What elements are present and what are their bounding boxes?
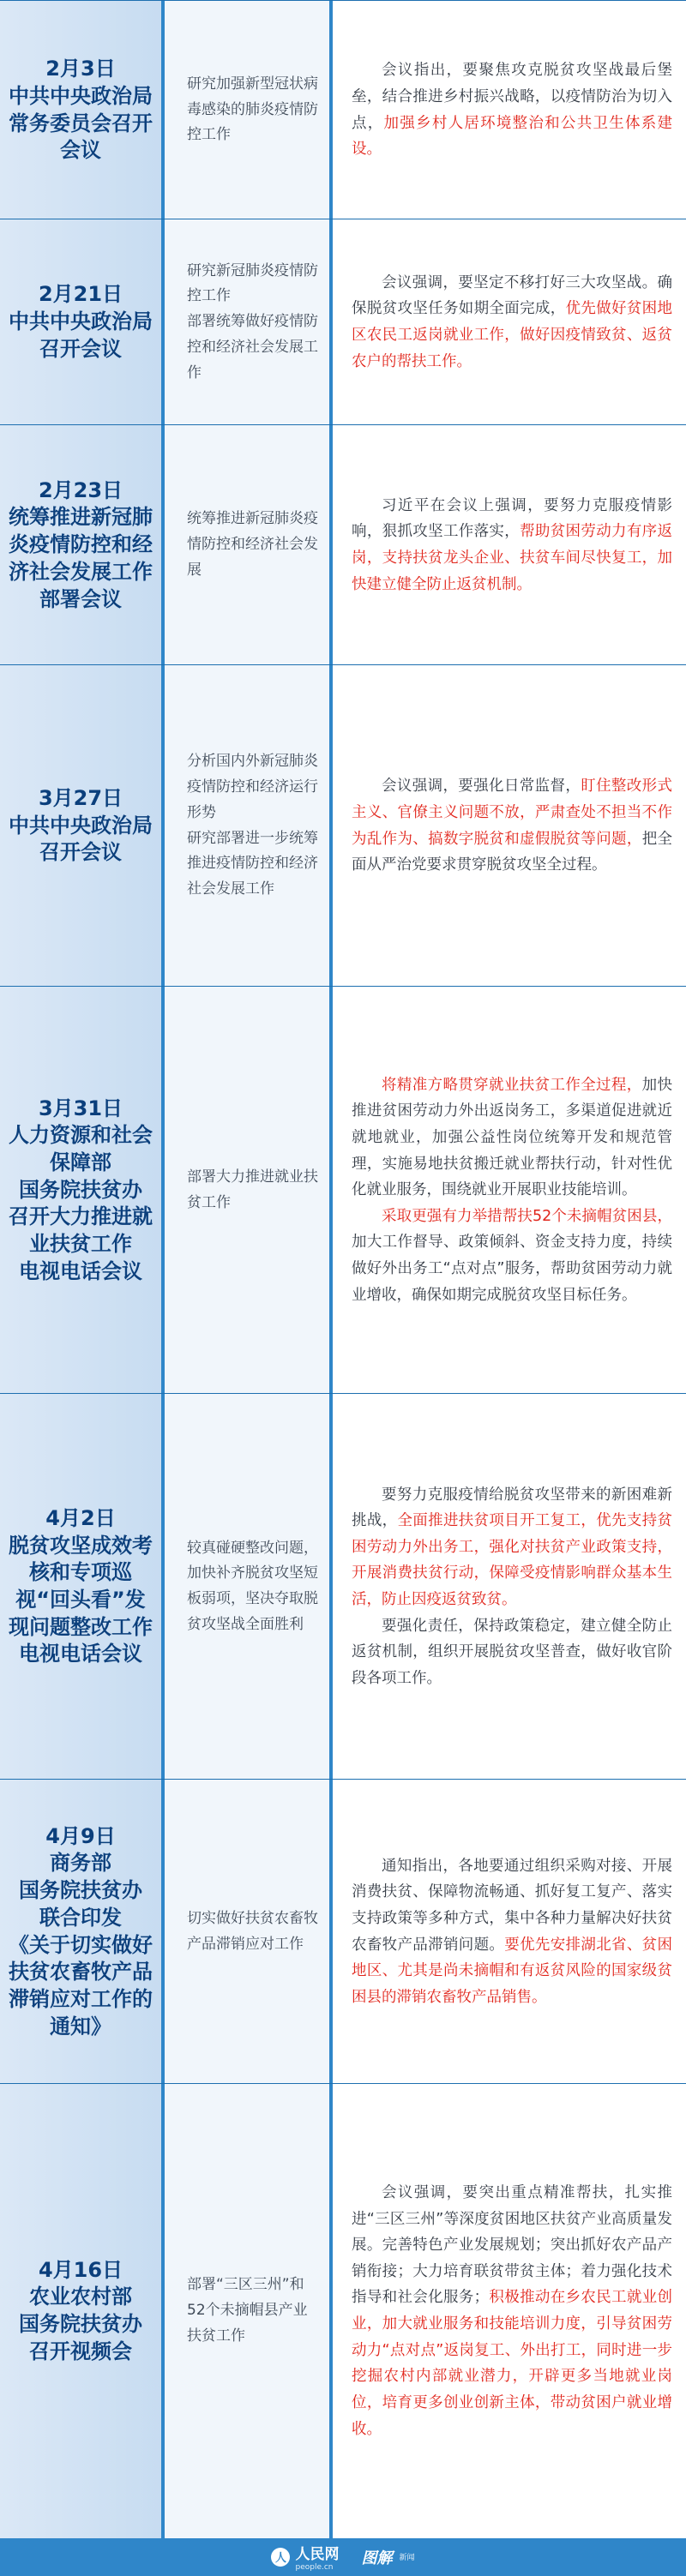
event-title: 农业农村部 国务院扶贫办 召开视频会: [19, 2285, 142, 2363]
event-heading: [19, 2257, 142, 2366]
event-content: [352, 773, 672, 879]
event-cell: [0, 219, 161, 425]
event-date: 3月27日: [38, 785, 123, 810]
content-paragraph: [352, 1853, 672, 2011]
tujie-logo-text: 图解: [361, 2549, 393, 2567]
timeline-row: [0, 986, 686, 1394]
content-paragraph: [352, 1204, 672, 1309]
body-text: 习近平在会议上强调，要努力克服疫情影响，狠抓攻坚工作落实，: [352, 496, 672, 541]
task-cell: [161, 219, 329, 425]
event-task: 研究新冠肺炎疫情防控工作 部署统筹做好疫情防控和经济社会发展工作: [187, 261, 318, 381]
event-heading: [7, 1505, 154, 1668]
event-cell: [0, 665, 161, 987]
event-date: 2月3日: [45, 57, 116, 81]
body-text: 会议强调，要强化日常监督，: [382, 778, 581, 796]
event-date: 4月16日: [38, 2257, 123, 2282]
content-paragraph: [352, 1072, 672, 1204]
event-task: 较真碰硬整改问题，加快补齐脱贫攻坚短板弱项，坚决夺取脱贫攻坚战全面胜利: [187, 1539, 318, 1633]
content-paragraph: [352, 1613, 672, 1692]
body-text: 要努力克服疫情给脱贫攻坚带来的新困难新挑战，: [352, 1486, 672, 1530]
content-paragraph: [352, 773, 672, 879]
event-cell: [0, 1394, 161, 1780]
timeline-row: [0, 2083, 686, 2538]
highlight-text: 优先做好贫困地区农民工返岗就业工作，做好因疫情致贫、返贫农户的帮扶工作。: [352, 300, 673, 370]
body-text: 会议强调，要突出重点精准帮扶，扎实推进“三区三州”等深度贫困地区扶贫产业高质量发展。完善特色产业发展规划；突出抓好农产品产销衔接；大力培育联贫带贫主体；着力强化技术指导和社会化服务；: [352, 2183, 672, 2307]
footer: [0, 2537, 686, 2576]
event-cell: [0, 1, 161, 219]
highlight-text: 将精准方略贯穿就业扶贫工作全过程，: [382, 1076, 642, 1094]
event-task: 部署“三区三州”和52个未摘帽县产业扶贫工作: [187, 2276, 308, 2345]
body-text: 会议指出，要聚焦攻克脱贫攻坚战最后堡垒，结合推进乡村振兴战略，以疫情防治为切入点，: [352, 62, 672, 132]
event-heading: [7, 477, 154, 613]
people-logo-text: 人民网: [295, 2546, 340, 2563]
content-cell: [329, 1780, 686, 2084]
event-content: [352, 1853, 672, 2011]
event-title: 中共中央政治局常务委员会召开会议: [9, 83, 153, 163]
content-cell: [329, 987, 686, 1394]
event-cell: [0, 425, 161, 665]
timeline-row: [0, 424, 686, 665]
highlight-text: 采取更强有力举措帮扶52个未摘帽贫困县，: [382, 1207, 672, 1225]
timeline-row: [0, 0, 686, 219]
timeline-row: [0, 1779, 686, 2084]
highlight-text: 积极推动在乡农民工就业创业，加大就业服务和技能培训力度，引导贫困劳动力“点对点”返岗复工、外出打工，同时进一步挖掘农村内部就业潜力，开辟更多当地就业岗位，培育更多创业创新主体，带动贫困户就业增收。: [352, 2289, 673, 2438]
content-paragraph: [352, 2180, 672, 2442]
content-paragraph: [352, 270, 672, 375]
event-title: 中共中央政治局召开会议: [9, 309, 153, 361]
body-text: 会议强调，要坚定不移打好三大攻坚战。确保脱贫攻坚任务如期全面完成，: [352, 273, 672, 318]
people-logo-icon: 人: [271, 2548, 290, 2567]
highlight-text: 全面推进扶贫项目开工复工，优先支持贫困劳动力外出务工，强化对扶贫产业政策支持，开展消费扶贫行动，保障受疫情影响群众基本生活，防止因疫返贫致贫。: [352, 1512, 673, 1608]
people-logo: [271, 2542, 339, 2572]
body-text: 加大工作督导、政策倾斜、资金支持力度，持续做好外出务工“点对点”服务，帮助贫困劳动力就业增收，确保如期完成脱贫攻坚目标任务。: [352, 1234, 672, 1304]
people-logo-text-group: [295, 2542, 339, 2572]
event-cell: [0, 987, 161, 1394]
event-content: [352, 57, 672, 163]
highlight-text: 加强乡村人居环境整治和公共卫生体系建设。: [352, 114, 673, 159]
highlight-text: 帮助贫困劳动力有序返岗，支持扶贫龙头企业、扶贫车间尽快复工，加快建立健全防止返贫机制。: [352, 523, 673, 593]
task-cell: [161, 1780, 329, 2084]
content-cell: [329, 1, 686, 219]
event-heading: [7, 56, 154, 165]
highlight-text: 要优先安排湖北省、贫困地区、尤其是尚未摘帽和有返贫风险的国家级贫困县的滞销农畜牧产品销售。: [352, 1936, 672, 2006]
event-title: 人力资源和社会保障部 国务院扶贫办 召开大力推进就业扶贫工作 电视电话会议: [9, 1123, 153, 1283]
event-task: 研究加强新型冠状病毒感染的肺炎疫情防控工作: [187, 75, 318, 144]
body-text: 通知指出，各地要通过组织采购对接、开展消费扶贫、保障物流畅通、抓好复工复产、落实支持政策等多种方式，集中各种力量解决好扶贫农畜牧产品滞销问题。: [352, 1857, 672, 1954]
event-title: 脱贫攻坚成效考核和专项巡视“回头看”发现问题整改工作电视电话会议: [9, 1533, 153, 1666]
event-heading: [7, 1823, 154, 2040]
content-paragraph: [352, 57, 672, 163]
event-date: 2月21日: [38, 282, 123, 307]
content-cell: [329, 2084, 686, 2538]
task-cell: [161, 1, 329, 219]
event-task: 部署大力推进就业扶贫工作: [187, 1168, 318, 1211]
content-paragraph: [352, 493, 672, 598]
task-cell: [161, 1394, 329, 1780]
content-cell: [329, 219, 686, 425]
event-date: 4月9日: [45, 1823, 116, 1848]
event-cell: [0, 2084, 161, 2538]
event-content: [352, 493, 672, 598]
event-cell: [0, 1780, 161, 2084]
event-date: 2月23日: [38, 477, 123, 502]
tujie-logo: [361, 2546, 414, 2568]
event-title: 统筹推进新冠肺炎疫情防控和经济社会发展工作部署会议: [9, 505, 153, 611]
event-heading: [7, 281, 154, 363]
timeline-row: [0, 219, 686, 425]
content-paragraph: [352, 1482, 672, 1613]
body-text: 把全面从严治党要求贯穿脱贫攻坚全过程。: [352, 830, 673, 874]
event-date: 3月31日: [38, 1096, 123, 1120]
task-cell: [161, 425, 329, 665]
tujie-logo-sub: 新闻: [399, 2554, 415, 2562]
event-content: [352, 1072, 672, 1309]
body-text: 加快推进贫困劳动力外出返岗务工，多渠道促进就近就地就业，加强公益性岗位统筹开发和规范管理，实施易地扶贫搬迁就业帮扶行动，针对性优化就业服务，围绕就业开展职业技能培训。: [352, 1076, 673, 1199]
people-logo-sub: people.cn: [295, 2563, 334, 2572]
event-heading: [7, 785, 154, 867]
content-cell: [329, 425, 686, 665]
content-cell: [329, 1394, 686, 1780]
event-title: 商务部 国务院扶贫办 联合印发 《关于切实做好扶贫农畜牧产品滞销应对工作的通知》: [9, 1851, 153, 2039]
content-cell: [329, 665, 686, 987]
timeline-row: [0, 664, 686, 987]
event-content: [352, 270, 672, 375]
event-task: 统筹推进新冠肺炎疫情防控和经济社会发展: [187, 510, 318, 579]
event-task: 分析国内外新冠肺炎疫情防控和经济运行形势 研究部署进一步统筹推进疫情防控和经济社会发展工作: [187, 753, 318, 898]
timeline-row: [0, 1393, 686, 1780]
body-text: 要强化责任，保持政策稳定，建立健全防止返贫机制，组织开展脱贫攻坚普查，做好收官阶段各项工作。: [352, 1617, 672, 1687]
task-cell: [161, 665, 329, 987]
event-task: 切实做好扶贫农畜牧产品滞销应对工作: [187, 1909, 318, 1953]
task-cell: [161, 987, 329, 1394]
event-title: 中共中央政治局召开会议: [9, 813, 153, 865]
task-cell: [161, 2084, 329, 2538]
highlight-text: 盯住整改形式主义、官僚主义问题不放，严肃查处不担当不作为乱作为、搞数字脱贫和虚假脱贫等问题，: [352, 778, 673, 848]
event-heading: [7, 1096, 154, 1286]
event-content: [352, 1482, 672, 1692]
event-date: 4月2日: [45, 1505, 116, 1530]
event-content: [352, 2180, 672, 2442]
